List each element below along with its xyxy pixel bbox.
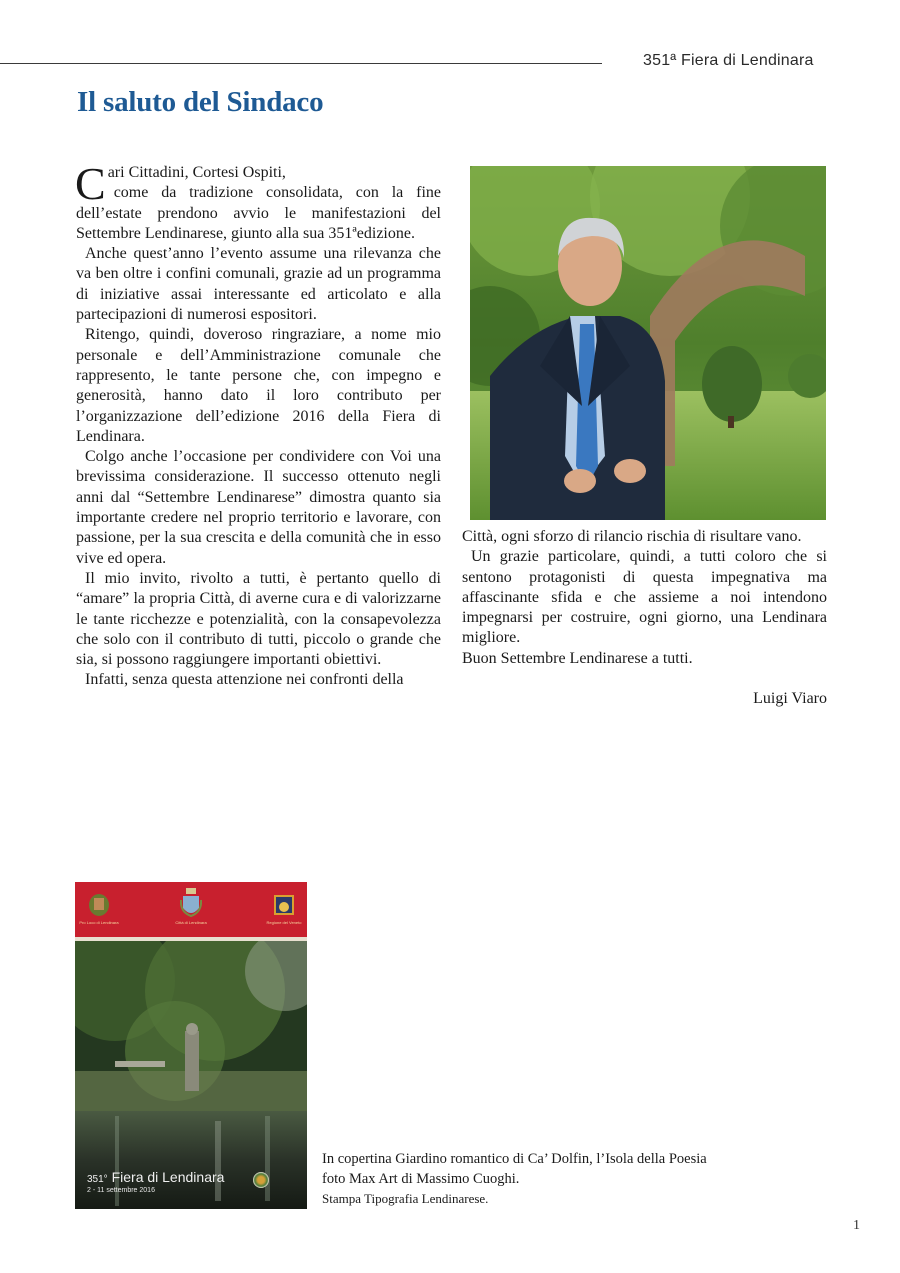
paragraph: Buon Settembre Lendinarese a tutti. xyxy=(462,649,693,667)
paragraph: Il mio invito, rivolto a tutti, è pertanto quello di “amare” la propria Città, di averne cura e di valorizzarne le tante ricchezze e potenzialità, con la consapevolezza che solo con il contributo di tutti, piccolo o grande che sia, si possono raggiungere importanti obiettivi. xyxy=(76,569,441,669)
page-title: Il saluto del Sindaco xyxy=(77,86,324,118)
credits-line: foto Max Art di Massimo Cuoghi. xyxy=(322,1171,520,1187)
cover-title xyxy=(87,1169,224,1185)
paragraph: Anche quest’anno l’evento assume una rilevanza che va ben oltre i confini comunali, grazie ad un programma di iniziative assai interessante ed articolato e alla partecipazioni di numerosi espositori. xyxy=(76,245,441,324)
citta-crest-icon xyxy=(180,888,202,918)
salutation-text: ari Cittadini, Cortesi Ospiti, xyxy=(107,164,286,181)
paragraph: Un grazie particolare, quindi, a tutti coloro che si sentono protagonisti di questa impegnativa ma affascinante sfida e che assieme a noi intendono impegnarsi per costruire, ogni giorno, una Lendinara migliore. xyxy=(462,548,827,647)
header-rule xyxy=(0,63,602,64)
letter-left-column xyxy=(75,158,441,691)
brochure-cover-image xyxy=(75,882,307,1209)
cover-title-number: 351° xyxy=(87,1174,108,1185)
cover-title-text: Fiera di Lendinara xyxy=(111,1169,225,1185)
paragraph: Città, ogni sforzo di rilancio rischia di risultare vano. xyxy=(462,528,802,545)
salutation xyxy=(75,158,441,244)
crest-label: Regione del Veneto xyxy=(266,920,302,925)
paragraph: Infatti, senza questa attenzione nei confronti della xyxy=(85,671,404,689)
cover-header-band xyxy=(75,882,307,937)
cover-emblem-icon xyxy=(253,1172,269,1188)
drop-cap: C xyxy=(75,158,106,209)
running-head: 351ª Fiera di Lendinara xyxy=(643,52,814,69)
paragraph: come da tradizione consolidata, con la fine dell’estate prendono avvio le manifestazioni del Settembre Lendinarese, giunto alla sua 351ªedizione. xyxy=(76,184,441,242)
cover-dates: 2 - 11 settembre 2016 xyxy=(87,1187,155,1194)
letter-right-column xyxy=(462,527,827,669)
regione-veneto-crest-icon xyxy=(274,895,294,915)
credits-line: In copertina Giardino romantico di Ca’ Dolfin, l’Isola della Poesia xyxy=(322,1151,707,1167)
mayor-portrait-photo xyxy=(470,166,826,520)
cover-credits xyxy=(322,1149,707,1209)
paragraph: Colgo anche l’occasione per condividere con Voi una brevissima considerazione. Il successo ottenuto negli anni dal “Settembre Lendinarese” dimostra quanto sia importante credere nel proprio territorio e lavorare, con passione, per la sua crescita e della comunità che in esso vive ed opera. xyxy=(76,448,441,567)
paragraph: Ritengo, quindi, doveroso ringraziare, a nome mio personale e dell’Amministrazione comunale che rappresento, le tante persone che, con impegno e generosità, hanno dato il loro contributo per l’organizzazione dell’edizione 2016 della Fiera di Lendinara. xyxy=(76,326,441,445)
printer-credit: Stampa Tipografia Lendinarese. xyxy=(322,1191,489,1206)
crest-label: Pro Loco di Lendinara xyxy=(79,920,119,925)
crest-label: Città di Lendinara xyxy=(175,920,207,925)
page-number: 1 xyxy=(853,1218,860,1233)
signature: Luigi Viaro xyxy=(753,690,827,707)
portrait-illustration xyxy=(470,166,826,520)
pro-loco-crest-icon xyxy=(88,892,110,918)
